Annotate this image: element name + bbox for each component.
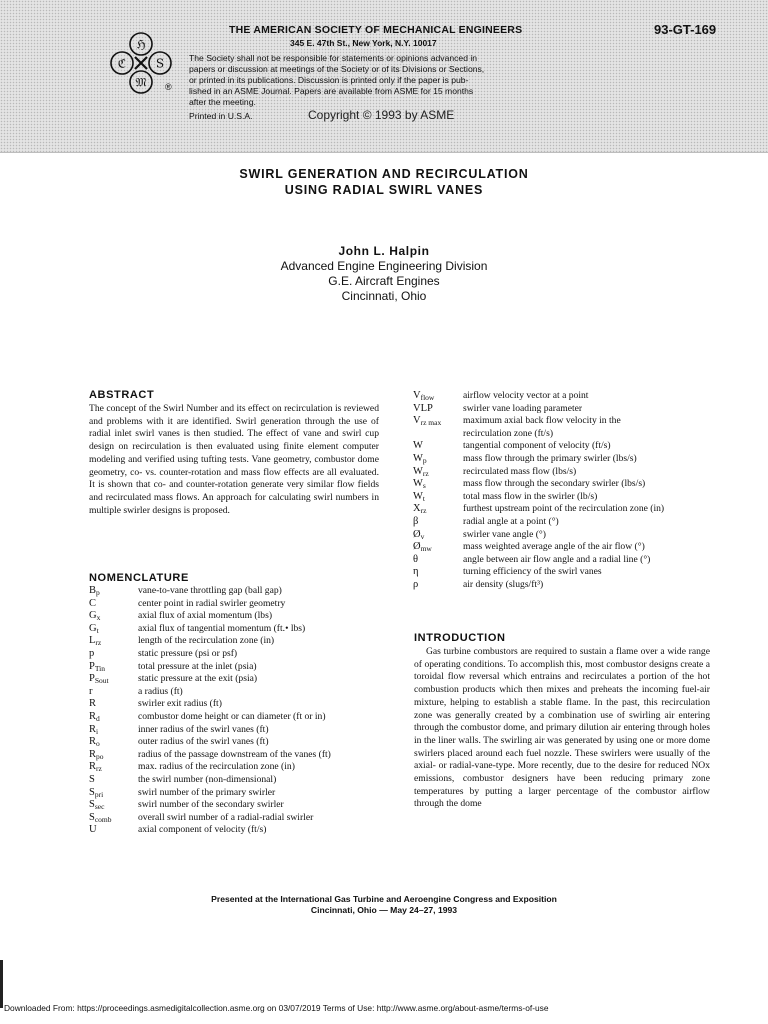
- nomenclature-row: [89, 711, 389, 724]
- abstract-text: The concept of the Swirl Number and its effect on recirculation is reviewed and problems with it are identified. Swirl generation through the use of radial inlet swirl vanes is then studied. The effect of vane and swirl cup design on recirculation is then evaluated using finite element computer modeling and verified using tufting tests. Vane geometry, combustor dome geometry, co- vs. counter-rotation and mass flow effects are all evaluated. It is shown that co- and counter-rotation generate very similar flow fields and recirculated mass flows. An approach for calculating swirl numbers in multiple swirler designs is proposed.: [89, 403, 379, 516]
- nomenclature-definition: mass flow through the secondary swirler (lbs/s): [463, 478, 646, 490]
- copyright: Copyright © 1993 by ASME: [308, 108, 455, 122]
- nomenclature-heading: NOMENCLATURE: [89, 572, 189, 584]
- nomenclature-definition: tangential component of velocity (ft/s): [463, 440, 611, 452]
- nomenclature-symbol: r: [89, 685, 93, 697]
- nomenclature-symbol: $G_t$: [89, 622, 99, 635]
- nomenclature-symbol: $L_{rz}$: [89, 635, 102, 648]
- logo-letter: S: [155, 56, 165, 71]
- author-affiliation: G.E. Aircraft Engines: [328, 274, 440, 288]
- nomenclature-subscript: rz: [95, 638, 102, 648]
- nomenclature-definition: total pressure at the inlet (psia): [138, 660, 257, 672]
- nomenclature-definition: center point in radial swirler geometry: [138, 597, 286, 609]
- nomenclature-symbol: $R_d$: [89, 710, 100, 723]
- nomenclature-symbol: η: [413, 566, 419, 578]
- nomenclature-definition: maximum axial back flow velocity in the: [463, 415, 621, 427]
- nomenclature-definition: overall swirl number of a radial-radial swirler: [138, 811, 314, 823]
- nomenclature-row: [413, 390, 713, 403]
- nomenclature-symbol: S: [89, 773, 95, 785]
- nomenclature-symbol: $R_{rz}$: [89, 761, 102, 774]
- nomenclature-definition: static pressure at the exit (psia): [138, 673, 258, 685]
- nomenclature-row: [89, 749, 389, 762]
- nomenclature-symbol: $X_{rz}$: [413, 503, 427, 516]
- nomenclature-symbol: $R_o$: [89, 736, 100, 749]
- nomenclature-definition: outer radius of the swirl vanes (ft): [138, 736, 269, 748]
- nomenclature-row: [89, 761, 389, 774]
- paper-number: 93-GT-169: [654, 22, 717, 37]
- nomenclature-symbol: $W_p$: [413, 452, 427, 465]
- nomenclature-definition: furthest upstream point of the recirculation zone (in): [463, 503, 665, 515]
- nomenclature-definition: air density (slugs/ft³): [463, 578, 544, 590]
- nomenclature-definition: axial component of velocity (ft/s): [138, 824, 267, 836]
- nomenclature-subscript: Sout: [94, 676, 109, 686]
- nomenclature-symbol: $P_{Sout}$: [89, 673, 109, 686]
- author-block: [0, 244, 768, 304]
- nomenclature-row: [413, 516, 713, 529]
- nomenclature-subscript: rz: [96, 764, 102, 774]
- nomenclature-symbol: $P_{Tin}$: [89, 660, 105, 673]
- nomenclature-subscript: Tin: [94, 663, 105, 673]
- nomenclature-subscript: mw: [420, 544, 432, 554]
- nomenclature-row: [413, 541, 713, 554]
- nomenclature-row: [413, 466, 713, 479]
- nomenclature-row: [413, 440, 713, 453]
- nomenclature-row: [89, 774, 389, 787]
- nomenclature-row: [413, 478, 713, 491]
- printed-in: Printed in U.S.A.: [189, 111, 253, 121]
- nomenclature-symbol: $S_{pri}$: [89, 786, 104, 799]
- nomenclature-subscript: rz: [422, 468, 429, 478]
- nomenclature-definition: length of the recirculation zone (in): [138, 635, 275, 647]
- nomenclature-row: [89, 799, 389, 812]
- nomenclature-row: [89, 598, 389, 611]
- disclaimer-line: lished in an ASME Journal. Papers are available from ASME for 15 months: [189, 86, 474, 96]
- nomenclature-row: [89, 686, 389, 699]
- nomenclature-row: [89, 787, 389, 800]
- nomenclature-symbol: θ: [413, 553, 419, 565]
- nomenclature-definition: a radius (ft): [138, 685, 183, 697]
- nomenclature-row: [413, 503, 713, 516]
- nomenclature-subscript: p: [96, 588, 100, 597]
- nomenclature-row: [413, 453, 713, 466]
- logo-letter: 𝔐: [135, 75, 147, 90]
- nomenclature-subscript: i: [96, 726, 99, 736]
- nomenclature-symbol: R: [89, 698, 97, 710]
- nomenclature-definition: combustor dome height or can diameter (ft or in): [138, 710, 326, 722]
- nomenclature-symbol: $B_p$: [89, 585, 100, 597]
- nomenclature-definition: airflow velocity vector at a point: [463, 390, 589, 401]
- nomenclature-symbol: $W_{rz}$: [413, 465, 429, 478]
- nomenclature-subscript: sec: [94, 802, 105, 812]
- nomenclature-symbol: $V_{flow}$: [413, 390, 435, 402]
- nomenclature-row: [89, 648, 389, 661]
- nomenclature-definition: recirculation zone (ft/s): [463, 427, 554, 439]
- nomenclature-definition: swirler vane angle (°): [463, 528, 546, 540]
- society-address: 345 E. 47th St., New York, N.Y. 10017: [290, 38, 437, 48]
- presented-line: Cincinnati, Ohio — May 24–27, 1993: [310, 905, 458, 915]
- nomenclature-definition: radius of the passage downstream of the vanes (ft): [138, 748, 331, 760]
- nomenclature-definition: mass flow through the primary swirler (lbs/s): [463, 452, 637, 464]
- registered-mark: ®: [165, 82, 172, 92]
- nomenclature-subscript: comb: [94, 814, 112, 824]
- nomenclature-row: [413, 428, 713, 441]
- nomenclature-symbol: $S_{sec}$: [89, 799, 105, 812]
- nomenclature-symbol: $Ø_v$: [413, 528, 425, 541]
- nomenclature-definition: axial flux of axial momentum (lbs): [138, 610, 273, 622]
- nomenclature-symbol: VLP: [413, 402, 433, 414]
- nomenclature-row: [413, 415, 713, 428]
- nomenclature-symbol: $W_t$: [413, 490, 426, 503]
- nomenclature-subscript: o: [96, 739, 100, 749]
- nomenclature-symbol: $Ø_{mw}$: [413, 541, 432, 554]
- nomenclature-symbol: C: [89, 597, 97, 609]
- presented-note: [0, 894, 768, 916]
- paper-title: [0, 166, 768, 198]
- nomenclature-definition: static pressure (psi or psf): [138, 647, 238, 659]
- nomenclature-definition: the swirl number (non-dimensional): [138, 773, 277, 785]
- disclaimer: [189, 53, 534, 108]
- nomenclature-symbol: $G_x$: [89, 610, 101, 623]
- nomenclature-symbol: $W_s$: [413, 478, 426, 491]
- nomenclature-row: [89, 661, 389, 674]
- nomenclature-row: [413, 529, 713, 542]
- nomenclature-symbol: U: [89, 824, 97, 836]
- nomenclature-list-left: [89, 585, 389, 837]
- nomenclature-row: [89, 824, 389, 837]
- nomenclature-definition: radial angle at a point (°): [463, 515, 559, 527]
- nomenclature-subscript: x: [96, 613, 101, 623]
- nomenclature-subscript: p: [422, 455, 427, 465]
- nomenclature-subscript: pri: [94, 789, 104, 799]
- disclaimer-line: or printed in its publications. Discussion is printed only if the paper is pub-: [189, 75, 469, 85]
- nomenclature-definition: turning efficiency of the swirl vanes: [463, 566, 602, 578]
- nomenclature-list-right: [413, 390, 713, 592]
- nomenclature-definition: max. radius of the recirculation zone (in): [138, 761, 295, 773]
- nomenclature-row: [89, 724, 389, 737]
- nomenclature-definition: swirl number of the secondary swirler: [138, 799, 284, 811]
- nomenclature-row: [89, 635, 389, 648]
- society-name: THE AMERICAN SOCIETY OF MECHANICAL ENGINEERS: [229, 24, 523, 36]
- nomenclature-row: [413, 579, 713, 592]
- nomenclature-symbol: W: [413, 440, 423, 452]
- abstract-heading: ABSTRACT: [89, 389, 155, 401]
- nomenclature-symbol: $R_i$: [89, 723, 99, 736]
- nomenclature-definition: inner radius of the swirl vanes (ft): [138, 723, 269, 735]
- nomenclature-row: [413, 491, 713, 504]
- nomenclature-subscript: po: [96, 751, 104, 761]
- nomenclature-symbol: ρ: [413, 578, 419, 590]
- nomenclature-symbol: β: [413, 515, 419, 527]
- title-line: USING RADIAL SWIRL VANES: [284, 183, 484, 197]
- nomenclature-symbol: $R_{po}$: [89, 748, 104, 761]
- nomenclature-row: [89, 673, 389, 686]
- nomenclature-subscript: t: [422, 493, 426, 503]
- disclaimer-line: papers or discussion at meetings of the Society or of its Divisions or Sections,: [189, 64, 485, 74]
- nomenclature-row: [89, 623, 389, 636]
- nomenclature-symbol: p: [89, 647, 95, 659]
- nomenclature-symbol: $S_{comb}$: [89, 811, 112, 824]
- presented-line: Presented at the International Gas Turbine and Aeroengine Congress and Exposition: [211, 894, 557, 904]
- nomenclature-definition: swirl number of the primary swirler: [138, 786, 276, 798]
- nomenclature-row: [89, 812, 389, 825]
- nomenclature-subscript: d: [96, 713, 100, 723]
- introduction-heading: INTRODUCTION: [414, 632, 506, 644]
- author-name: John L. Halpin: [338, 244, 430, 258]
- disclaimer-line: after the meeting.: [189, 97, 256, 107]
- nomenclature-subscript: rz: [420, 506, 427, 516]
- nomenclature-row: [89, 585, 389, 598]
- nomenclature-definition: recirculated mass flow (lbs/s): [463, 465, 577, 477]
- nomenclature-row: [413, 554, 713, 567]
- nomenclature-row: [413, 566, 713, 579]
- disclaimer-line: The Society shall not be responsible for statements or opinions advanced in: [189, 53, 478, 63]
- nomenclature-definition: swirler exit radius (ft): [138, 698, 222, 710]
- nomenclature-row: [89, 736, 389, 749]
- download-notice: Downloaded From: https://proceedings.asmedigitalcollection.asme.org on 03/07/2019 Terms of Use: http://www.asme.org/about-asme/terms-of-use: [4, 1003, 549, 1013]
- logo-letter: ℭ: [117, 56, 127, 71]
- nomenclature-subscript: rz max: [420, 418, 442, 428]
- nomenclature-row: [89, 698, 389, 711]
- nomenclature-definition: mass weighted average angle of the air flow (°): [463, 541, 645, 553]
- nomenclature-definition: vane-to-vane throttling gap (ball gap): [138, 585, 282, 596]
- nomenclature-subscript: t: [96, 625, 99, 635]
- scan-edge: [0, 960, 3, 1008]
- nomenclature-subscript: v: [420, 531, 425, 541]
- author-affiliation: Cincinnati, Ohio: [341, 289, 427, 303]
- nomenclature-row: [89, 610, 389, 623]
- nomenclature-symbol: $V_{rz max}$: [413, 415, 442, 428]
- nomenclature-definition: swirler vane loading parameter: [463, 402, 583, 414]
- title-line: SWIRL GENERATION AND RECIRCULATION: [239, 167, 529, 181]
- nomenclature-subscript: s: [422, 481, 426, 491]
- logo-letter: ℌ: [136, 37, 146, 52]
- nomenclature-definition: total mass flow in the swirler (lb/s): [463, 490, 598, 502]
- nomenclature-definition: angle between air flow angle and a radial line (°): [463, 553, 651, 565]
- nomenclature-row: [413, 403, 713, 416]
- author-affiliation: Advanced Engine Engineering Division: [280, 259, 488, 273]
- nomenclature-definition: axial flux of tangential momentum (ft.• lbs): [138, 622, 306, 634]
- nomenclature-subscript: flow: [420, 393, 435, 402]
- introduction-text: Gas turbine combustors are required to sustain a flame over a wide range of operating conditions. To accomplish this, most combustor designs create a toroidal flow reversal which entrains and recirculates a portion of the hot combustion products which then mixes and preheats the incoming fuel-air mixture, helping to establish a stable flame. In the past, this recirculation zone was generally created by a combination use of swirling air entering through the combustor dome, and primary dilution air entering through holes in the liner walls. The swirling air was generated by using one or more dome swirlers placed around each fuel nozzle. These swirlers were usually of the axial- or radial-vane-type. More recently, due to the desire for reduced NOx emissions, combustor designers have been reducing primary zone temperatures by putting a larger percentage of the combustor airflow through the dome: [414, 646, 710, 810]
